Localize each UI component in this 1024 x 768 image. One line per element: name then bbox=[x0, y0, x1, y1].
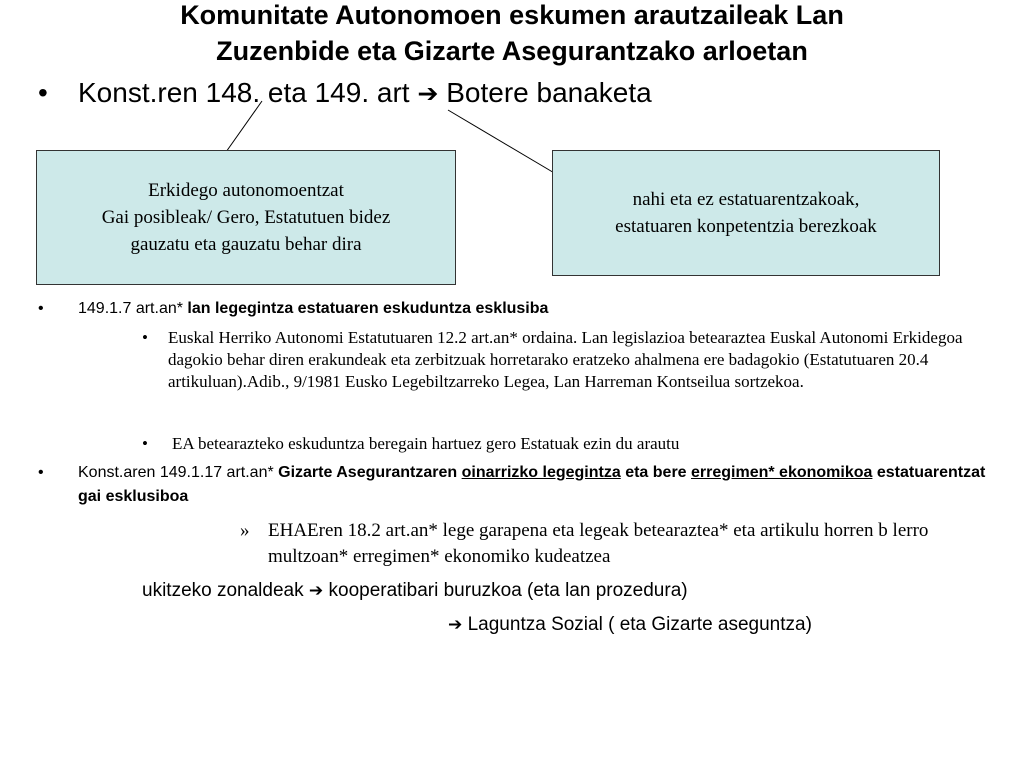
bullet-dot: • bbox=[142, 328, 148, 347]
continuation-line-1 bbox=[142, 576, 688, 606]
bullet-text bbox=[78, 461, 998, 509]
right-arrow-icon: ➔ bbox=[417, 80, 439, 108]
continuation-text-after: Laguntza Sozial ( eta Gizarte aseguntza) bbox=[462, 614, 812, 635]
continuation-line-2 bbox=[448, 610, 812, 640]
bullet-text bbox=[78, 297, 998, 321]
item-underlined-1: oinarrizko legegintza bbox=[461, 464, 621, 481]
bullet-item-149-1-17 bbox=[38, 461, 998, 509]
sub-bullet-ehae-18-2 bbox=[240, 518, 1000, 570]
sub-bullet-statute-12-2 bbox=[142, 327, 982, 393]
sub-bullet-text: EA betearazteko eskuduntza beregain hartuez gero Estatuak ezin du arautu bbox=[172, 434, 680, 453]
item-prefix: 149.1.7 art.an* bbox=[78, 300, 188, 317]
bullet-dot: • bbox=[142, 434, 148, 453]
title-line-1: Komunitate Autonomoen eskumen arautzaileak Lan bbox=[180, 0, 844, 30]
callout-left-line-3: gauzatu eta gauzatu behar dira bbox=[130, 234, 362, 255]
bullet-dot: • bbox=[38, 77, 48, 108]
lead-text: Konst.ren 148. eta 149. art bbox=[78, 77, 410, 108]
connector-left bbox=[226, 101, 262, 152]
callout-right bbox=[552, 150, 940, 276]
continuation-text-before: ukitzeko zonaldeak bbox=[142, 580, 309, 601]
callout-left bbox=[36, 150, 456, 285]
item-prefix: Konst.aren 149.1.17 art.an* bbox=[78, 464, 279, 481]
chevron-marker: » bbox=[240, 520, 250, 541]
lead-after-text: Botere banaketa bbox=[438, 77, 652, 108]
right-arrow-icon: ➔ bbox=[308, 581, 324, 600]
bullet-item-149-1-7 bbox=[38, 297, 998, 321]
callout-left-line-2: Gai posibleak/ Gero, Estatutuen bidez bbox=[101, 207, 391, 228]
item-bold-3: estatuarentzat gai esklusiboa bbox=[78, 464, 986, 505]
sub-bullet-text: Euskal Herriko Autonomi Estatutuaren 12.2 art.an* ordaina. Lan legislazioa betearaztea Euskal Autonomi Erkidegoa dagokio behar diren erakundeak eta zerbitzuak horretarako eratzeko ahalmena ere badagokio (Estatutuaren 20.4 artikuluan).Adib., 9/1981 Eusko Legebiltzarreko Legea, Lan Harreman Kontseilua sortzekoa. bbox=[168, 328, 963, 391]
bullet-dot: • bbox=[38, 300, 44, 317]
bullet-dot: • bbox=[38, 464, 44, 481]
sub-bullet-text: EHAEren 18.2 art.an* lege garapena eta legeak betearaztea* eta artikulu horren b lerro multzoan* erregimen* ekonomiko kudeatzea bbox=[268, 520, 929, 567]
continuation-text-after: kooperatibari buruzkoa (eta lan prozedura) bbox=[323, 580, 688, 601]
callout-left-line-1: Erkidego autonomoentzat bbox=[148, 180, 344, 201]
callout-right-line-2: estatuaren konpetentzia berezkoak bbox=[615, 216, 877, 237]
sub-bullet-ea-execution bbox=[142, 433, 982, 455]
item-underlined-2: erregimen* ekonomikoa bbox=[691, 464, 873, 481]
item-bold-1: Gizarte Asegurantzaren bbox=[278, 464, 462, 481]
callout-right-line-1: nahi eta ez estatuarentzakoak, bbox=[632, 189, 860, 210]
right-arrow-icon: ➔ bbox=[448, 615, 463, 634]
connector-right bbox=[448, 110, 556, 174]
item-bold-2: eta bere bbox=[620, 464, 692, 481]
item-bold-text: lan legegintza estatuaren eskuduntza esklusiba bbox=[187, 300, 549, 317]
title-line-2: Zuzenbide eta Gizarte Asegurantzako arloetan bbox=[216, 36, 808, 66]
